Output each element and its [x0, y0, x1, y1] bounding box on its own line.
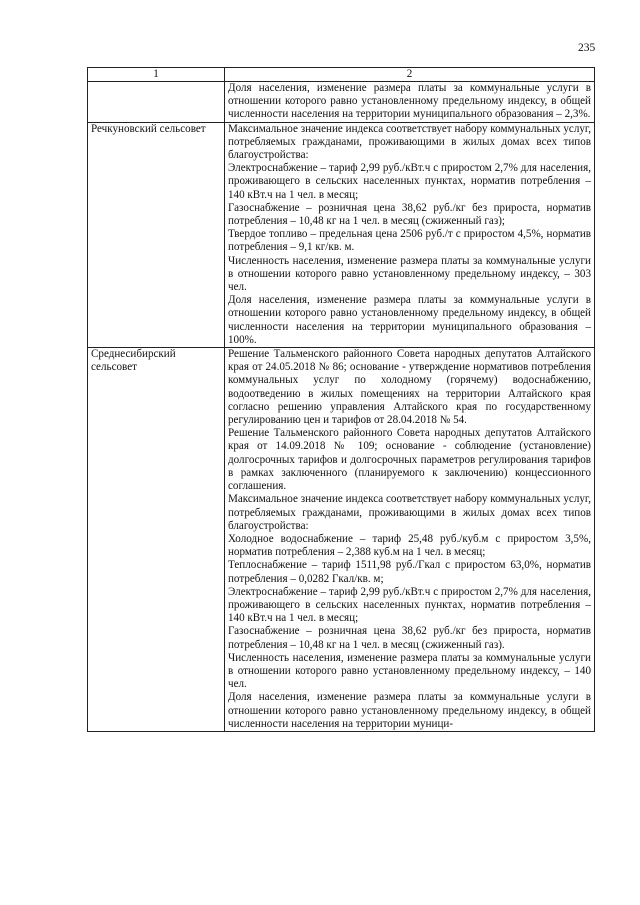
row-label-cell: [88, 348, 225, 732]
paragraph: Электроснабжение – тариф 2,99 руб./кВт.ч с приростом 2,7% для населения, проживающего в сельских населенных пунктах, норматив потребления – 140 кВт.ч на 1 чел. в месяц;: [228, 585, 591, 625]
paragraph: Доля населения, изменение размера платы за коммунальные услуги в отношении которого равно установленному предельному индексу, в общей численности населения на территории муниципального образования – 100%.: [228, 294, 591, 346]
column-header-1: 1: [88, 68, 225, 82]
municipality-name: Среднесибирский сельсовет: [91, 348, 176, 374]
paragraph: Максимальное значение индекса соответствует набору коммунальных услуг, потребляемых гражданами, проживающими в жилых домах всех типов благоустройства:: [228, 122, 591, 162]
paragraph: Доля населения, изменение размера платы за коммунальные услуги в отношении которого равно установленному предельному индексу, в общей численности населения на территории муниципального образования – 2,3%.: [228, 82, 591, 121]
row-content-cell: [225, 348, 595, 732]
page-number: 235: [578, 42, 596, 54]
row-content-cell: [225, 122, 595, 347]
paragraph: Теплоснабжение – тариф 1511,98 руб./Гкал с приростом 63,0%, норматив потребления – 0,0282 Гкал/кв. м;: [228, 559, 591, 585]
table-row-continuation: [88, 82, 595, 123]
row-label-cell: [88, 82, 225, 123]
paragraph: Решение Тальменского районного Совета народных депутатов Алтайского края от 14.09.2018 № 109; основание - соблюдение (установление) долгосрочных тарифов и долгосрочных параметров регулирования тарифов в рамках заключенного (планируемого к заключению) концессионного соглашения.: [228, 427, 591, 493]
paragraph: Решение Тальменского районного Совета народных депутатов Алтайского края от 24.05.2018 № 86; основание - утверждение нормативов потребления коммунальных услуг по холодному (горячему) водоснабжению, водоотведению в жилых помещениях на территории Алтайского края согласно решению управления Алтайского края по государственному регулированию цен и тарифов от 28.04.2018 № 54.: [228, 348, 591, 427]
paragraph: Численность населения, изменение размера платы за коммунальные услуги в отношении которого равно установленному предельному индексу, – 303 чел.: [228, 254, 591, 294]
paragraph: Газоснабжение – розничная цена 38,62 руб./кг без прироста, норматив потребления – 10,48 кг на 1 чел. в месяц (сжиженный газ).: [228, 625, 591, 651]
table-header-row: [88, 68, 595, 82]
paragraph: Электроснабжение – тариф 2,99 руб./кВт.ч с приростом 2,7% для населения, проживающего в сельских населенных пунктах, норматив потребления – 140 кВт.ч на 1 чел. в месяц;: [228, 162, 591, 201]
paragraph: Холодное водоснабжение – тариф 25,48 руб./куб.м с приростом 3,5%, норматив потребления – 2,388 куб.м на 1 чел. в месяц;: [228, 532, 591, 559]
row-label-cell: [88, 122, 225, 347]
paragraph: Доля населения, изменение размера платы за коммунальные услуги в отношении которого равно установленному предельному индексу, в общей численности населения на территории муници-: [228, 691, 591, 730]
paragraph: Газоснабжение – розничная цена 38,62 руб./кг без прироста, норматив потребления – 10,48 кг на 1 чел. в месяц (сжиженный газ);: [228, 201, 591, 228]
paragraph: Численность населения, изменение размера платы за коммунальные услуги в отношении которого равно установленному предельному индексу, – 140 чел.: [228, 651, 591, 691]
row-content-cell: [225, 82, 595, 123]
table-row-rechkunovsky: [88, 122, 595, 347]
document-table: [87, 67, 595, 732]
municipality-name: Речкуновский сельсовет: [91, 122, 206, 135]
paragraph: Максимальное значение индекса соответствует набору коммунальных услуг, потребляемых гражданами, проживающими в жилых домах всех типов благоустройства:: [228, 493, 591, 532]
paragraph: Твердое топливо – предельная цена 2506 руб./т с приростом 4,5%, норматив потребления – 9,1 кг/кв. м.: [228, 228, 591, 254]
table-row-srednesibirsky: [88, 348, 595, 732]
column-header-2: 2: [225, 68, 595, 82]
